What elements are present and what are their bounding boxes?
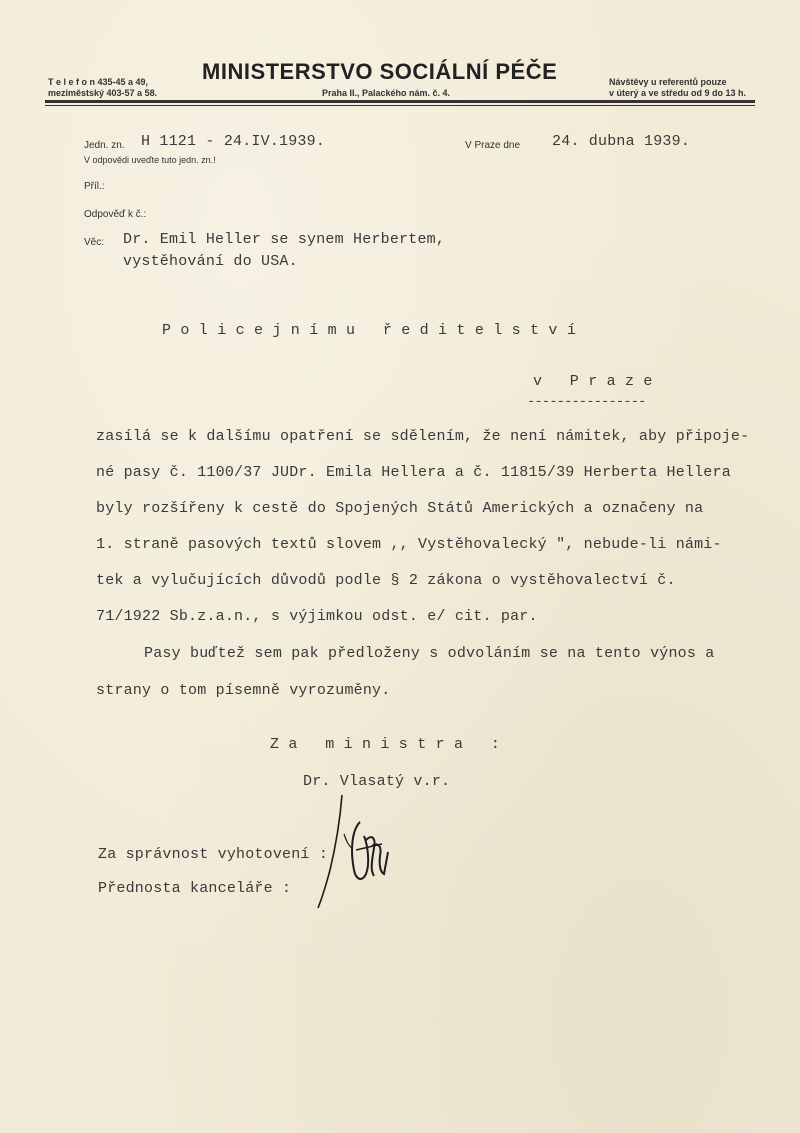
office-head-line: Přednosta kanceláře :: [98, 880, 292, 897]
correctness-line: Za správnost vyhotovení :: [98, 846, 329, 863]
reply-label: Odpověď k č.:: [84, 209, 147, 220]
signatory: Dr. Vlasatý v.r.: [303, 773, 451, 790]
body-line-7: Pasy buďtež sem pak předloženy s odvoláním se na tento výnos a: [144, 645, 715, 662]
enclosure-label: Příl.:: [84, 181, 105, 192]
body-line-1: zasílá se k dalšímu opatření se sdělením, že není námitek, aby připoje-: [96, 428, 750, 445]
body-line-8: strany o tom písemně vyrozuměny.: [96, 682, 391, 699]
body-line-4: 1. straně pasových textů slovem ,, Vystěhovalecký ", nebude-li námi-: [96, 536, 722, 553]
ref-value: H 1121 - 24.IV.1939.: [141, 133, 326, 150]
ref-label: Jedn. zn.: [84, 140, 125, 151]
handwritten-signature: [300, 790, 410, 920]
body-line-5: tek a vylučujících důvodů podle § 2 zákona o vystěhovalectví č.: [96, 572, 676, 589]
subject-line-1: Dr. Emil Heller se synem Herbertem,: [123, 231, 446, 248]
visits-line-1: Návštěvy u referentů pouze: [609, 77, 727, 87]
date-value: 24. dubna 1939.: [552, 133, 691, 150]
phone-line-1: T e l e f o n 435-45 a 49,: [48, 77, 149, 87]
subject-label: Věc:: [84, 237, 105, 248]
body-line-3: byly rozšířeny k cestě do Spojených Států Amerických a označeny na: [96, 500, 704, 517]
visits-line-2: v úterý a ve středu od 9 do 13 h.: [609, 88, 747, 98]
place-label: V Praze dne: [465, 140, 521, 151]
ministry-title: MINISTERSTVO SOCIÁLNÍ PÉČE: [202, 59, 558, 84]
ministry-address: Praha II., Palackého nám. č. 4.: [322, 88, 451, 98]
recipient-underline: ----------------: [527, 394, 646, 410]
subject-line-2: vystěhování do USA.: [123, 253, 298, 270]
phone-line-2: meziměstský 403-57 a 58.: [48, 88, 158, 98]
letterhead-rule-thick: [45, 100, 755, 103]
body-line-2: né pasy č. 1100/37 JUDr. Emila Hellera a č. 11815/39 Herberta Hellera: [96, 464, 731, 481]
recipient-line-1: Policejnímu ředitelství: [162, 322, 586, 339]
letterhead-rule-thin: [45, 105, 755, 106]
recipient-line-2: v Praze: [533, 373, 662, 390]
ref-note: V odpovědi uveďte tuto jedn. zn.!: [84, 155, 216, 165]
body-line-6: 71/1922 Sb.z.a.n., s výjimkou odst. e/ cit. par.: [96, 608, 538, 625]
for-minister: Za ministra :: [270, 736, 510, 753]
